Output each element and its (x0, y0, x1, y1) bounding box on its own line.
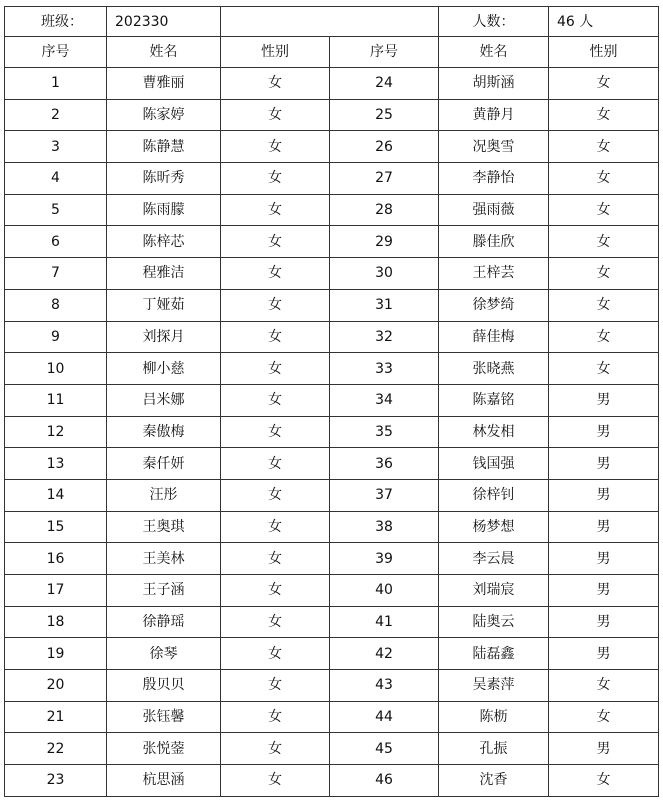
name-cell-left: 陈家婷 (107, 99, 221, 131)
class-value: 202330 (107, 7, 221, 37)
table-row (5, 226, 659, 258)
gender-cell-left: 女 (221, 353, 330, 385)
table-row (5, 68, 659, 100)
name-cell-right: 胡斯涵 (439, 68, 549, 100)
gender-cell-right: 女 (549, 321, 659, 353)
name-cell-left: 柳小慈 (107, 353, 221, 385)
seq-cell-right: 46 (330, 765, 439, 797)
name-cell-left: 王奥琪 (107, 511, 221, 543)
seq-cell-right: 24 (330, 68, 439, 100)
seq-cell-right: 29 (330, 226, 439, 258)
seq-cell-left: 23 (5, 765, 107, 797)
gender-cell-left: 女 (221, 384, 330, 416)
table-row (5, 384, 659, 416)
class-info-row (5, 7, 659, 37)
gender-cell-right: 女 (549, 289, 659, 321)
header-no-right: 序号 (330, 37, 439, 68)
gender-cell-right: 男 (549, 638, 659, 670)
seq-cell-right: 31 (330, 289, 439, 321)
name-cell-right: 况奥雪 (439, 131, 549, 163)
name-cell-right: 张晓燕 (439, 353, 549, 385)
header-gender-left: 性别 (221, 37, 330, 68)
name-cell-left: 陈昕秀 (107, 163, 221, 195)
gender-cell-right: 男 (549, 606, 659, 638)
table-row (5, 289, 659, 321)
seq-cell-left: 22 (5, 733, 107, 765)
seq-cell-right: 44 (330, 701, 439, 733)
gender-cell-right: 女 (549, 701, 659, 733)
name-cell-left: 秦傲梅 (107, 416, 221, 448)
blank-cell (221, 7, 439, 37)
header-name-right: 姓名 (439, 37, 549, 68)
table-row (5, 511, 659, 543)
table-row (5, 765, 659, 797)
name-cell-right: 陈枥 (439, 701, 549, 733)
name-cell-left: 陈梓芯 (107, 226, 221, 258)
name-cell-right: 钱国强 (439, 448, 549, 480)
name-cell-right: 李云晨 (439, 543, 549, 575)
seq-cell-right: 39 (330, 543, 439, 575)
count-value: 46 人 (549, 7, 659, 37)
student-roster-table (4, 6, 659, 797)
header-no-left: 序号 (5, 37, 107, 68)
gender-cell-right: 女 (549, 670, 659, 702)
seq-cell-left: 17 (5, 575, 107, 607)
seq-cell-left: 11 (5, 384, 107, 416)
table-row (5, 543, 659, 575)
gender-cell-left: 女 (221, 68, 330, 100)
seq-cell-left: 13 (5, 448, 107, 480)
seq-cell-right: 30 (330, 258, 439, 290)
name-cell-left: 殷贝贝 (107, 670, 221, 702)
name-cell-left: 陈雨朦 (107, 194, 221, 226)
table-row (5, 321, 659, 353)
gender-cell-right: 女 (549, 226, 659, 258)
seq-cell-left: 15 (5, 511, 107, 543)
name-cell-left: 丁娅茹 (107, 289, 221, 321)
name-cell-right: 强雨薇 (439, 194, 549, 226)
gender-cell-right: 男 (549, 416, 659, 448)
gender-cell-left: 女 (221, 131, 330, 163)
name-cell-left: 程雅洁 (107, 258, 221, 290)
gender-cell-right: 女 (549, 353, 659, 385)
gender-cell-left: 女 (221, 226, 330, 258)
seq-cell-right: 33 (330, 353, 439, 385)
seq-cell-right: 35 (330, 416, 439, 448)
name-cell-right: 王梓芸 (439, 258, 549, 290)
name-cell-right: 刘瑞宸 (439, 575, 549, 607)
seq-cell-right: 40 (330, 575, 439, 607)
gender-cell-left: 女 (221, 416, 330, 448)
seq-cell-left: 20 (5, 670, 107, 702)
header-name-left: 姓名 (107, 37, 221, 68)
gender-cell-left: 女 (221, 606, 330, 638)
table-row (5, 258, 659, 290)
name-cell-left: 刘探月 (107, 321, 221, 353)
gender-cell-left: 女 (221, 575, 330, 607)
gender-cell-left: 女 (221, 321, 330, 353)
seq-cell-right: 36 (330, 448, 439, 480)
gender-cell-right: 女 (549, 765, 659, 797)
table-row (5, 99, 659, 131)
gender-cell-left: 女 (221, 670, 330, 702)
gender-cell-right: 男 (549, 733, 659, 765)
gender-cell-left: 女 (221, 258, 330, 290)
seq-cell-left: 5 (5, 194, 107, 226)
gender-cell-left: 女 (221, 733, 330, 765)
gender-cell-right: 男 (549, 511, 659, 543)
table-row (5, 479, 659, 511)
name-cell-right: 杨梦想 (439, 511, 549, 543)
gender-cell-right: 男 (549, 479, 659, 511)
gender-cell-right: 女 (549, 131, 659, 163)
seq-cell-left: 9 (5, 321, 107, 353)
gender-cell-right: 女 (549, 194, 659, 226)
name-cell-right: 吴素萍 (439, 670, 549, 702)
name-cell-right: 陆磊鑫 (439, 638, 549, 670)
name-cell-right: 黄静月 (439, 99, 549, 131)
table-row (5, 670, 659, 702)
gender-cell-right: 女 (549, 258, 659, 290)
gender-cell-left: 女 (221, 194, 330, 226)
name-cell-left: 秦仟妍 (107, 448, 221, 480)
name-cell-right: 徐梦绮 (439, 289, 549, 321)
name-cell-left: 王美林 (107, 543, 221, 575)
seq-cell-left: 19 (5, 638, 107, 670)
seq-cell-left: 2 (5, 99, 107, 131)
table-row (5, 194, 659, 226)
seq-cell-left: 18 (5, 606, 107, 638)
seq-cell-left: 12 (5, 416, 107, 448)
gender-cell-right: 男 (549, 448, 659, 480)
table-row (5, 606, 659, 638)
seq-cell-left: 3 (5, 131, 107, 163)
seq-cell-right: 34 (330, 384, 439, 416)
name-cell-left: 徐静瑶 (107, 606, 221, 638)
name-cell-right: 徐梓钊 (439, 479, 549, 511)
class-label: 班级： (5, 7, 107, 37)
count-label: 人数： (439, 7, 549, 37)
name-cell-left: 汪彤 (107, 479, 221, 511)
gender-cell-left: 女 (221, 99, 330, 131)
seq-cell-left: 6 (5, 226, 107, 258)
table-row (5, 448, 659, 480)
name-cell-right: 陈嘉铭 (439, 384, 549, 416)
seq-cell-right: 38 (330, 511, 439, 543)
name-cell-right: 林发相 (439, 416, 549, 448)
table-row (5, 416, 659, 448)
seq-cell-right: 37 (330, 479, 439, 511)
name-cell-left: 王子涵 (107, 575, 221, 607)
table-row (5, 733, 659, 765)
gender-cell-left: 女 (221, 511, 330, 543)
seq-cell-right: 25 (330, 99, 439, 131)
seq-cell-left: 16 (5, 543, 107, 575)
name-cell-left: 吕米娜 (107, 384, 221, 416)
table-row (5, 638, 659, 670)
seq-cell-left: 7 (5, 258, 107, 290)
table-row (5, 131, 659, 163)
gender-cell-left: 女 (221, 765, 330, 797)
gender-cell-right: 男 (549, 384, 659, 416)
header-gender-right: 性别 (549, 37, 659, 68)
seq-cell-right: 32 (330, 321, 439, 353)
table-row (5, 701, 659, 733)
seq-cell-right: 26 (330, 131, 439, 163)
gender-cell-left: 女 (221, 448, 330, 480)
gender-cell-left: 女 (221, 479, 330, 511)
seq-cell-right: 27 (330, 163, 439, 195)
header-row (5, 37, 659, 68)
seq-cell-left: 10 (5, 353, 107, 385)
name-cell-left: 杭思涵 (107, 765, 221, 797)
gender-cell-left: 女 (221, 638, 330, 670)
seq-cell-right: 43 (330, 670, 439, 702)
gender-cell-left: 女 (221, 289, 330, 321)
table-row (5, 163, 659, 195)
name-cell-right: 孔振 (439, 733, 549, 765)
name-cell-right: 李静怡 (439, 163, 549, 195)
seq-cell-left: 21 (5, 701, 107, 733)
seq-cell-left: 8 (5, 289, 107, 321)
gender-cell-left: 女 (221, 543, 330, 575)
name-cell-right: 陆奥云 (439, 606, 549, 638)
name-cell-left: 张悦蓥 (107, 733, 221, 765)
seq-cell-left: 14 (5, 479, 107, 511)
name-cell-right: 薛佳梅 (439, 321, 549, 353)
name-cell-right: 滕佳欣 (439, 226, 549, 258)
name-cell-right: 沈香 (439, 765, 549, 797)
seq-cell-right: 41 (330, 606, 439, 638)
name-cell-left: 曹雅丽 (107, 68, 221, 100)
seq-cell-left: 4 (5, 163, 107, 195)
name-cell-left: 徐琴 (107, 638, 221, 670)
gender-cell-right: 女 (549, 99, 659, 131)
name-cell-left: 陈静慧 (107, 131, 221, 163)
gender-cell-right: 男 (549, 543, 659, 575)
seq-cell-left: 1 (5, 68, 107, 100)
gender-cell-left: 女 (221, 701, 330, 733)
gender-cell-right: 女 (549, 68, 659, 100)
gender-cell-right: 女 (549, 163, 659, 195)
table-row (5, 353, 659, 385)
gender-cell-right: 男 (549, 575, 659, 607)
seq-cell-right: 28 (330, 194, 439, 226)
name-cell-left: 张钰馨 (107, 701, 221, 733)
seq-cell-right: 45 (330, 733, 439, 765)
table-row (5, 575, 659, 607)
gender-cell-left: 女 (221, 163, 330, 195)
seq-cell-right: 42 (330, 638, 439, 670)
